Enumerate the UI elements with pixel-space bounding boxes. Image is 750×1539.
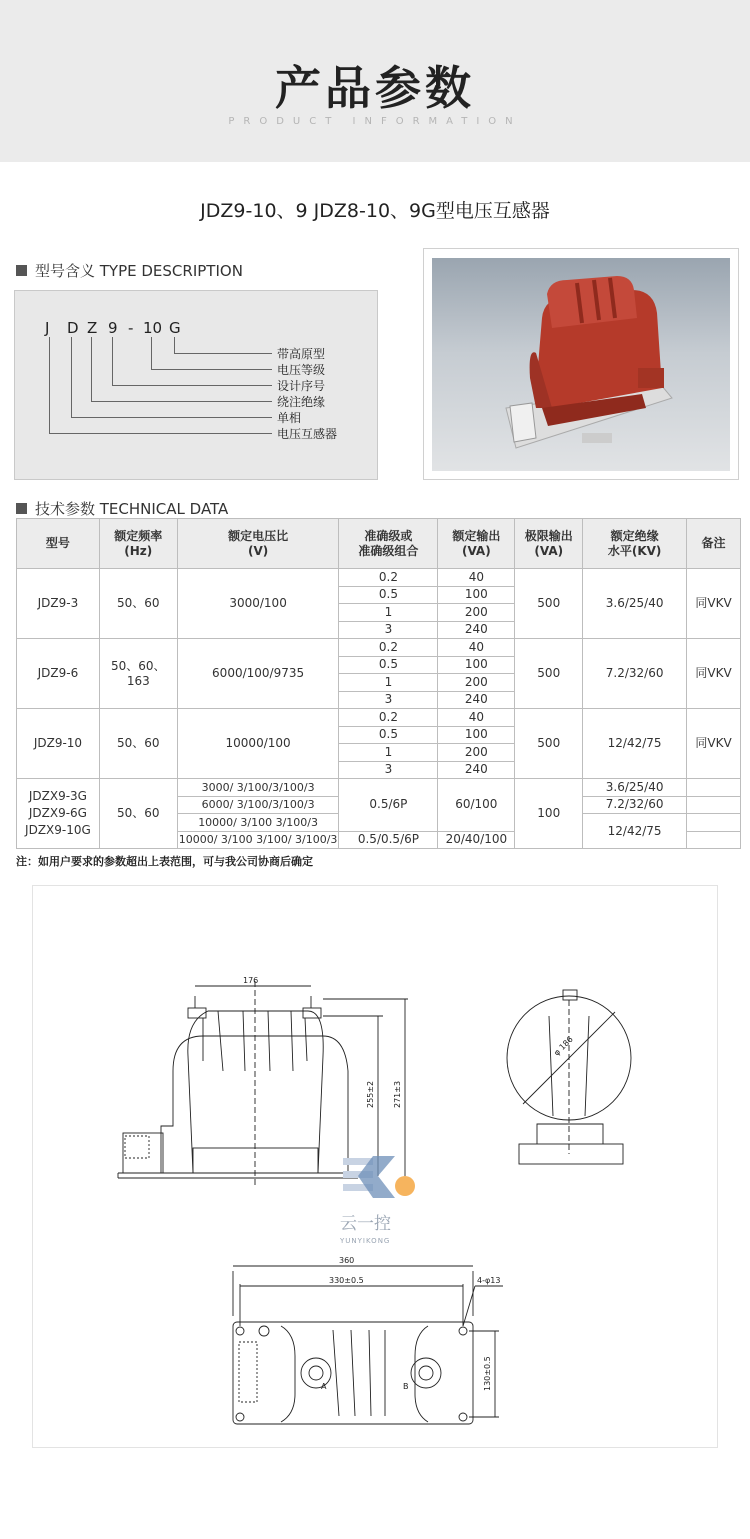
leader-line bbox=[91, 337, 92, 401]
col-header: 型号 bbox=[17, 519, 100, 569]
cell-output: 60/100 bbox=[438, 779, 515, 832]
cell-output: 240 bbox=[438, 691, 515, 709]
desc-cast-insulation: 绕注绝缘 bbox=[277, 395, 326, 409]
cell-accuracy: 0.2 bbox=[339, 639, 438, 657]
code-letter: G bbox=[169, 319, 181, 337]
table-row bbox=[17, 639, 741, 657]
cell-remark: 同VKV bbox=[687, 569, 741, 639]
dim-height-a: 255±2 bbox=[366, 1080, 375, 1108]
desc-plateau: 带高原型 bbox=[277, 347, 326, 361]
cell-freq: 50、60 bbox=[99, 709, 177, 779]
cell-models bbox=[17, 779, 100, 849]
cell-accuracy: 0.5 bbox=[339, 586, 438, 604]
cell-ratio: 3000/100 bbox=[177, 569, 339, 639]
cell-model: JDZ9-10 bbox=[17, 709, 100, 779]
cell-output: 200 bbox=[438, 604, 515, 622]
technical-data-heading bbox=[16, 498, 228, 519]
top-view bbox=[233, 1256, 503, 1424]
dim-height-b: 271±3 bbox=[393, 1080, 402, 1108]
col-header: 准确级或 准确级组合 bbox=[339, 519, 438, 569]
cell-ratio: 10000/ 3/100 3/100/3 bbox=[177, 814, 339, 832]
table-row bbox=[17, 779, 741, 797]
cell-accuracy: 0.2 bbox=[339, 569, 438, 587]
cell-insulation: 7.2/32/60 bbox=[583, 639, 687, 709]
dimension-drawing bbox=[33, 886, 719, 1449]
model-name: JDZX9-10G bbox=[25, 823, 91, 837]
cell-output: 40 bbox=[438, 569, 515, 587]
cell-remark-empty bbox=[687, 796, 741, 814]
watermark-brand-cn: 云一控 bbox=[340, 1214, 391, 1234]
dim-holes: 4-φ13 bbox=[477, 1276, 501, 1285]
watermark-brand-en: YUNYIKONG bbox=[340, 1237, 391, 1245]
code-letter: 10 bbox=[143, 319, 163, 337]
cell-model: JDZ9-3 bbox=[17, 569, 100, 639]
cell-accuracy: 3 bbox=[339, 761, 438, 779]
cell-accuracy: 0.5/0.5/6P bbox=[339, 831, 438, 849]
dimension-drawing-frame bbox=[32, 885, 718, 1448]
cell-limit: 500 bbox=[515, 569, 583, 639]
cell-insulation: 7.2/32/60 bbox=[583, 796, 687, 814]
cell-ratio: 10000/ 3/100 3/100/ 3/100/3 bbox=[177, 831, 339, 849]
front-view bbox=[118, 976, 408, 1186]
cell-accuracy: 0.5/6P bbox=[339, 779, 438, 832]
cell-insulation: 3.6/25/40 bbox=[583, 569, 687, 639]
leader-line bbox=[71, 337, 72, 417]
cell-accuracy: 1 bbox=[339, 604, 438, 622]
cell-remark-empty bbox=[687, 831, 741, 849]
leader-line bbox=[151, 369, 272, 370]
technical-data-table bbox=[16, 518, 741, 849]
cell-accuracy: 1 bbox=[339, 744, 438, 762]
col-header: 额定绝缘 水平(KV) bbox=[583, 519, 687, 569]
col-header: 额定电压比 (V) bbox=[177, 519, 339, 569]
leader-line bbox=[112, 337, 113, 385]
cell-output: 100 bbox=[438, 726, 515, 744]
cell-limit: 500 bbox=[515, 709, 583, 779]
dim-hole-spacing: 330±0.5 bbox=[329, 1276, 364, 1285]
product-heading: JDZ9-10、9 JDZ8-10、9G型电压互感器 bbox=[200, 200, 550, 222]
code-letter: Z bbox=[87, 319, 98, 337]
cell-limit: 500 bbox=[515, 639, 583, 709]
cell-output: 200 bbox=[438, 744, 515, 762]
transformer-illustration bbox=[432, 258, 730, 471]
cell-insulation: 3.6/25/40 bbox=[583, 779, 687, 797]
cell-accuracy: 1 bbox=[339, 674, 438, 692]
cell-insulation: 12/42/75 bbox=[583, 814, 687, 849]
leader-line bbox=[49, 337, 50, 433]
code-letter: J bbox=[45, 319, 50, 337]
desc-voltage-class: 电压等级 bbox=[277, 363, 326, 377]
cell-output: 40 bbox=[438, 639, 515, 657]
terminal-b: B bbox=[403, 1382, 409, 1391]
cell-model: JDZ9-6 bbox=[17, 639, 100, 709]
product-photo bbox=[432, 258, 730, 471]
page-title: 产品参数 bbox=[275, 61, 475, 115]
leader-line bbox=[151, 337, 152, 369]
model-name: JDZX9-6G bbox=[28, 806, 87, 820]
cell-accuracy: 0.5 bbox=[339, 656, 438, 674]
desc-design-serial: 设计序号 bbox=[277, 379, 326, 393]
terminal-a: A bbox=[321, 1382, 327, 1391]
cell-remark: 同VKV bbox=[687, 639, 741, 709]
desc-voltage-transformer: 电压互感器 bbox=[277, 427, 338, 441]
bullet-square-icon bbox=[16, 265, 27, 276]
watermark-logo bbox=[339, 1156, 415, 1245]
col-header: 极限输出 (VA) bbox=[515, 519, 583, 569]
cell-output: 240 bbox=[438, 761, 515, 779]
cell-accuracy: 0.5 bbox=[339, 726, 438, 744]
cell-remark: 同VKV bbox=[687, 709, 741, 779]
leader-line bbox=[91, 401, 272, 402]
leader-line bbox=[174, 353, 272, 354]
technical-data-title: 技术参数 TECHNICAL DATA bbox=[35, 500, 229, 518]
cell-output: 20/40/100 bbox=[438, 831, 515, 849]
desc-single-phase: 单相 bbox=[277, 411, 302, 425]
dim-width-top: 176 bbox=[243, 976, 259, 985]
cell-output: 40 bbox=[438, 709, 515, 727]
code-letter: 9 bbox=[108, 319, 118, 337]
code-letter: D bbox=[67, 319, 79, 337]
cell-ratio: 6000/ 3/100/3/100/3 bbox=[177, 796, 339, 814]
cell-ratio: 10000/100 bbox=[177, 709, 339, 779]
cell-output: 100 bbox=[438, 586, 515, 604]
table-row bbox=[17, 709, 741, 727]
leader-line bbox=[112, 385, 272, 386]
cell-accuracy: 3 bbox=[339, 621, 438, 639]
cell-accuracy: 3 bbox=[339, 691, 438, 709]
type-description-heading bbox=[16, 260, 243, 281]
table-row bbox=[17, 569, 741, 587]
table-note: 注：如用户要求的参数超出上表范围，可与我公司协商后确定 bbox=[16, 855, 313, 868]
leader-line bbox=[174, 337, 175, 353]
leader-line bbox=[71, 417, 272, 418]
col-header: 额定频率 (Hz) bbox=[99, 519, 177, 569]
cell-insulation: 12/42/75 bbox=[583, 709, 687, 779]
cell-accuracy: 0.2 bbox=[339, 709, 438, 727]
cell-remark-empty bbox=[687, 779, 741, 797]
table-header-row bbox=[17, 519, 741, 569]
dim-depth: 130±0.5 bbox=[483, 1356, 492, 1391]
cell-output: 240 bbox=[438, 621, 515, 639]
cell-freq: 50、60 bbox=[99, 779, 177, 849]
leader-line bbox=[49, 433, 272, 434]
col-header: 额定输出 (VA) bbox=[438, 519, 515, 569]
model-name: JDZX9-3G bbox=[28, 789, 87, 803]
cell-limit: 100 bbox=[515, 779, 583, 849]
dim-length: 360 bbox=[339, 1256, 355, 1265]
bullet-square-icon bbox=[16, 503, 27, 514]
type-description-box bbox=[14, 290, 378, 480]
cell-freq: 50、60 bbox=[99, 569, 177, 639]
product-photo-frame bbox=[423, 248, 739, 480]
dim-diameter: φ 186 bbox=[552, 1034, 575, 1058]
cell-ratio: 3000/ 3/100/3/100/3 bbox=[177, 779, 339, 797]
cell-output: 200 bbox=[438, 674, 515, 692]
side-view bbox=[507, 990, 631, 1164]
cell-freq: 50、60、163 bbox=[99, 639, 177, 709]
page-subtitle: PRODUCT INFORMATION bbox=[228, 116, 522, 127]
code-letter: - bbox=[128, 319, 134, 337]
cell-ratio: 6000/100/9735 bbox=[177, 639, 339, 709]
cell-remark-empty bbox=[687, 814, 741, 832]
col-header: 备注 bbox=[687, 519, 741, 569]
cell-output: 100 bbox=[438, 656, 515, 674]
type-description-title: 型号含义 TYPE DESCRIPTION bbox=[35, 262, 243, 280]
